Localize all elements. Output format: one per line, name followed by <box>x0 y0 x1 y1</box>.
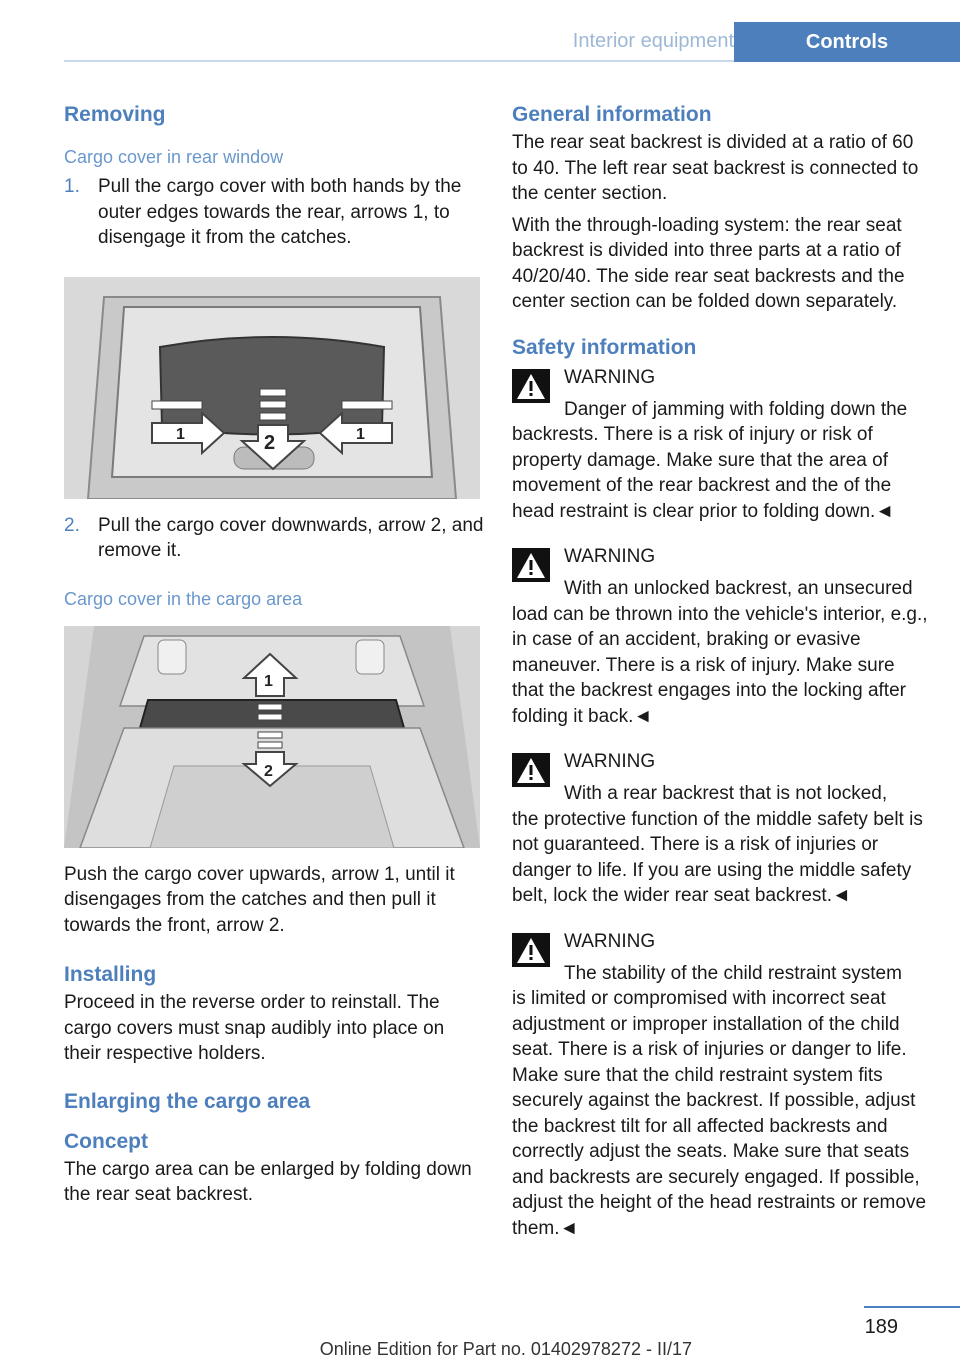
figure-rear-window-cover <box>64 277 480 499</box>
section-title: Interior equipment <box>572 30 734 52</box>
page-header <box>0 0 960 62</box>
edition-line: Online Edition for Part no. 01402978272 - II/17 <box>319 1339 692 1359</box>
warning-triangle-icon <box>512 933 550 967</box>
warning-block-3 <box>512 749 930 909</box>
footer-rule <box>864 1306 960 1308</box>
step-text: Pull the cargo cover with both hands by the outer edges towards the rear, arrows 1, to disengage it from the catches. <box>98 176 462 248</box>
installing-paragraph: Proceed in the reverse order to reinstall. The cargo covers must snap audibly into place on their respective holders. <box>64 992 445 1064</box>
fig1-label-left: 1 <box>176 425 185 443</box>
warning-text: is limited or compromised with incorrect seat adjustment or improper installation of the child seat. There is a risk of injuries or danger to life. Make sure that the child restraint system fits securely against the backrest. If possible, adjust the backrest tilt for all affected backrests and correctly adjust the seats. Make sure that seats and backrests are securely engaged. If possible, adjust the height of the head restraints or remove them.◄ <box>512 988 927 1239</box>
warning-title: WARNING <box>564 751 656 772</box>
figure-cargo-area-cover <box>64 626 480 848</box>
step-number: 2. <box>64 514 80 536</box>
subheading-cargo-area: Cargo cover in the cargo area <box>64 588 303 609</box>
warning-first-line: With a rear backrest that is not locked, <box>564 783 888 804</box>
chapter-tab: Controls <box>734 22 960 62</box>
heading-safety-information: Safety information <box>512 335 697 359</box>
heading-general-information: General information <box>512 103 712 126</box>
step-2 <box>64 513 484 564</box>
subheading-rear-window: Cargo cover in rear window <box>64 147 284 167</box>
general-paragraph-1: The rear seat backrest is divided at a ratio of 60 to 40. The left rear seat backrest is connected to the center section. <box>512 132 919 204</box>
warning-title: WARNING <box>564 930 656 952</box>
step-number: 1. <box>64 176 80 197</box>
fig2-label-down: 2 <box>264 762 273 780</box>
heading-concept: Concept <box>64 1129 148 1153</box>
warning-text: the protective function of the middle safety belt is not guaranteed. There is a risk of injuries or danger to life. If you are using the middle safety belt, lock the wider rear seat backrest.◄ <box>512 808 923 906</box>
push-paragraph: Push the cargo cover upwards, arrow 1, until it disengages from the catches and then pull it towards the front, arrow 2. <box>64 863 455 936</box>
concept-paragraph: The cargo area can be enlarged by folding down the rear seat backrest. <box>64 1158 472 1205</box>
fig1-label-right: 1 <box>356 425 365 443</box>
heading-removing: Removing <box>64 103 166 126</box>
warning-text: load can be thrown into the vehicle's interior, e.g., in case of an accident, braking or evasive maneuver. There is a risk of injury. Make sure that the backrest engages into the locking after folding it back.◄ <box>512 603 928 727</box>
warning-triangle-icon <box>512 548 550 582</box>
heading-enlarging: Enlarging the cargo area <box>64 1089 311 1113</box>
page-number: 189 <box>864 1316 898 1338</box>
warning-triangle-icon <box>512 753 550 787</box>
warning-block-4 <box>512 929 930 1242</box>
warning-text: backrests. There is a risk of injury or risk of property damage. Make sure that the area of movement of the rear backrest and the of the head restraint is clear prior to folding down.◄ <box>512 424 895 522</box>
right-column <box>512 100 930 1241</box>
warning-block-1 <box>512 365 930 525</box>
warning-triangle-icon <box>512 369 550 403</box>
fig2-label-up: 1 <box>264 672 273 690</box>
step-1 <box>64 174 484 251</box>
left-column <box>64 100 484 1208</box>
warning-block-2 <box>512 544 930 729</box>
heading-installing: Installing <box>64 963 157 986</box>
warning-first-line: With an unlocked backrest, an unsecured <box>564 578 913 599</box>
warning-title: WARNING <box>564 366 656 388</box>
general-paragraph-2: With the through-loading system: the rear seat backrest is divided into three parts at a ratio of 40/20/40. The side rear seat backrests and the center section can be folded down separately. <box>512 214 905 312</box>
step-text: Pull the cargo cover downwards, arrow 2, and remove it. <box>98 514 484 561</box>
warning-first-line: The stability of the child restraint system <box>564 962 902 984</box>
warning-title: WARNING <box>564 546 656 567</box>
fig1-label-center: 2 <box>264 431 276 454</box>
warning-first-line: Danger of jamming with folding down the <box>564 398 908 420</box>
